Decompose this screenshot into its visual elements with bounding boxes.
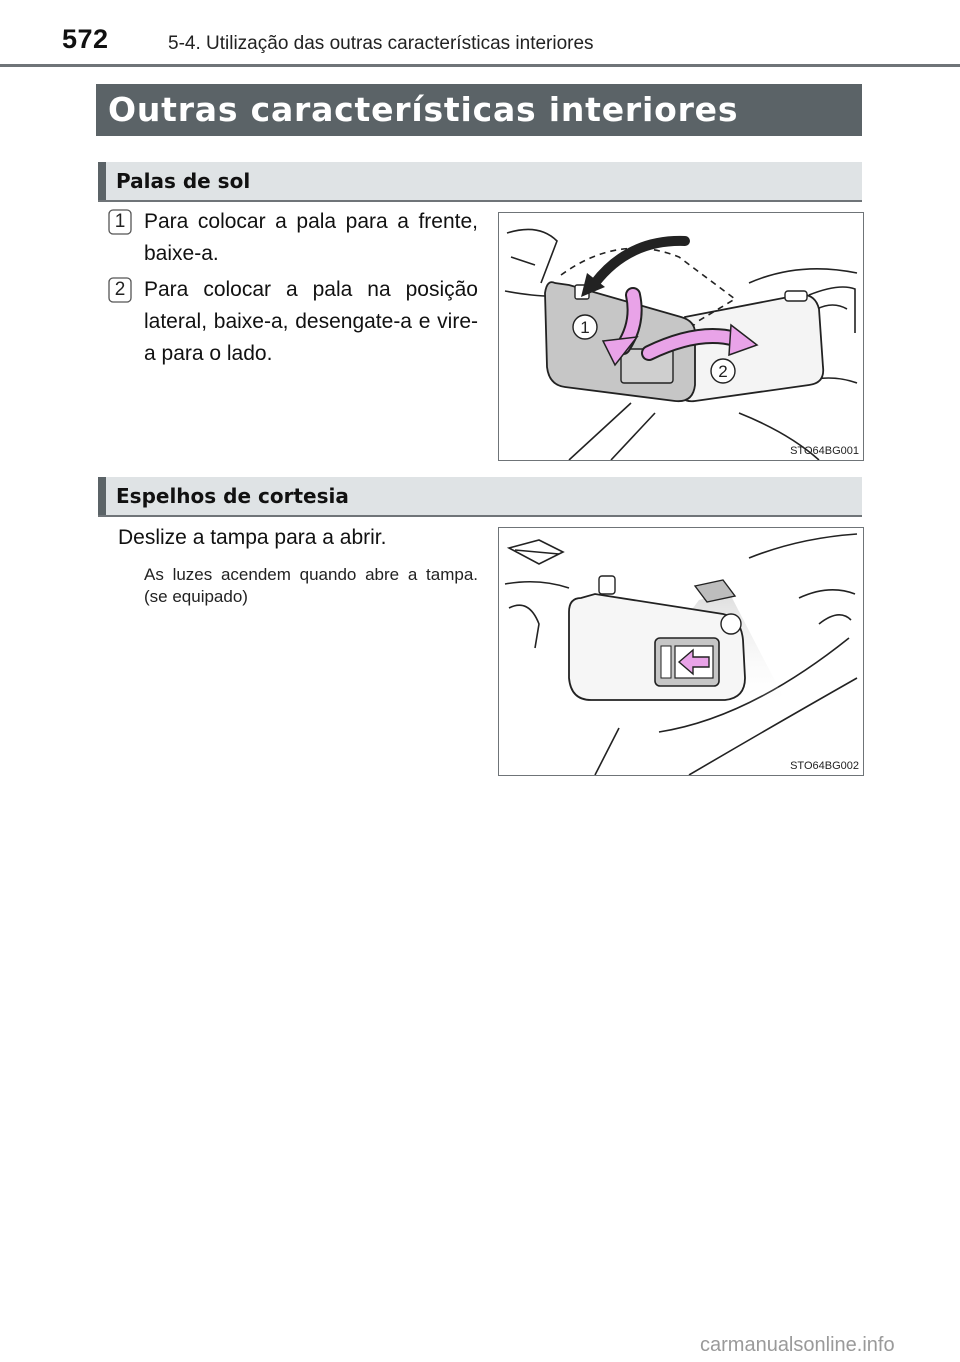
step-text: Para colocar a pala na posição lateral, baixe-a, desengate-a e vire-a para o lado. — [144, 278, 478, 365]
section-title: Espelhos de cortesia — [116, 484, 349, 508]
page-number: 572 — [62, 24, 109, 54]
chapter-title-banner — [96, 84, 862, 136]
page-title: Outras características interiores — [108, 90, 739, 129]
step-number-badge: 1 — [108, 209, 132, 235]
step-text: Para colocar a pala para a frente, baixe-a. — [144, 210, 478, 265]
note-text: As luzes acendem quando abre a tampa. (se equipado) — [144, 565, 478, 606]
sun-visor-illustration — [499, 213, 863, 460]
vanity-mirror-illustration — [499, 528, 863, 775]
figure-code: STO64BG002 — [790, 760, 859, 772]
figure-sun-visor — [498, 212, 864, 461]
list-item — [108, 274, 478, 374]
section-header-vanity-mirrors — [98, 477, 862, 517]
svg-text:1: 1 — [580, 318, 590, 337]
watermark: carmanualsonline.info — [700, 1334, 895, 1356]
running-head: 5-4. Utilização das outras características interiores — [168, 33, 594, 54]
svg-text:2: 2 — [718, 362, 728, 381]
section-header-sun-visors — [98, 162, 862, 202]
section-title: Palas de sol — [116, 169, 251, 193]
figure-code: STO64BG001 — [790, 445, 859, 457]
list-item — [108, 206, 478, 270]
instruction-text: Deslize a tampa para a abrir. — [118, 526, 387, 549]
figure-vanity-mirror — [498, 527, 864, 776]
step-number-badge: 2 — [108, 277, 132, 303]
header-rule — [0, 64, 960, 67]
